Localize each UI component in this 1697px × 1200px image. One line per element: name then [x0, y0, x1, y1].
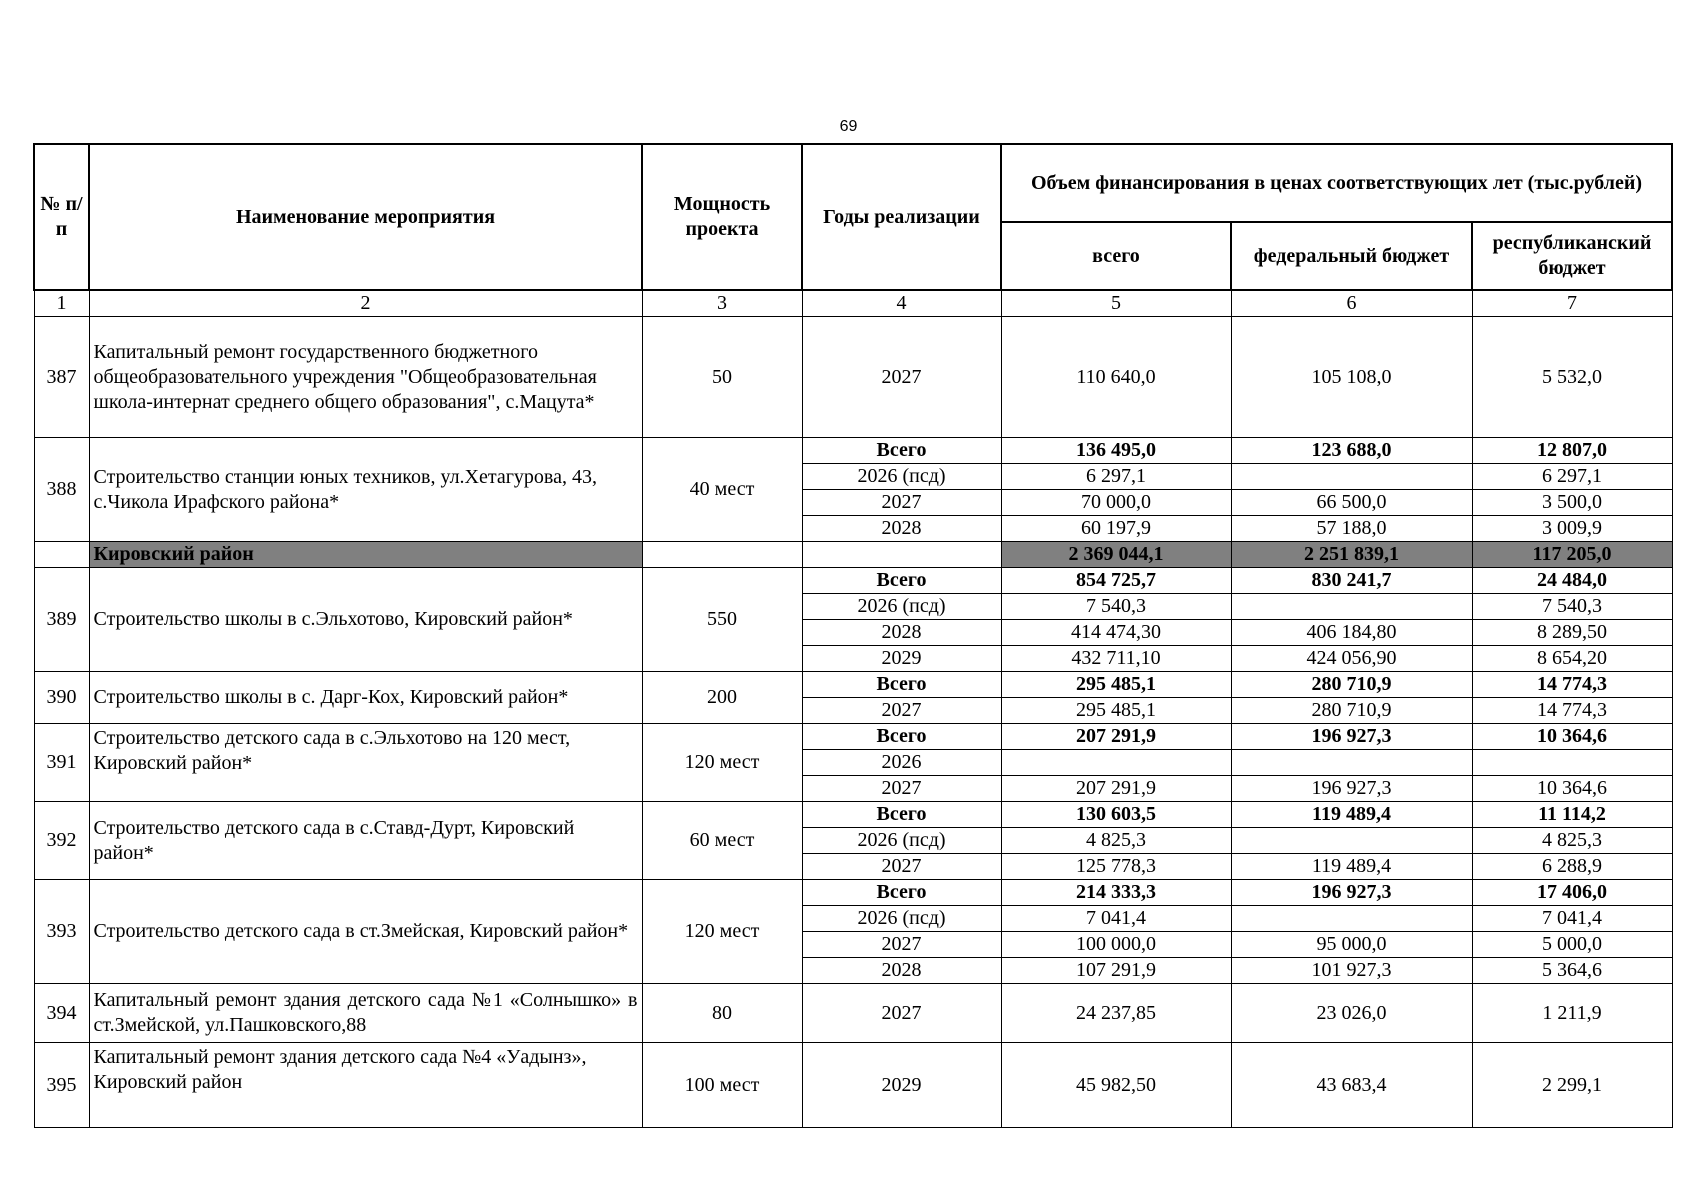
republic-amount: 5 532,0 [1472, 317, 1672, 438]
total-amount: 70 000,0 [1001, 490, 1231, 516]
total-amount: 136 495,0 [1001, 438, 1231, 464]
republic-amount: 14 774,3 [1472, 698, 1672, 724]
funding-table [33, 143, 1673, 1128]
project-capacity: 50 [642, 317, 802, 438]
project-year: 2027 [802, 698, 1001, 724]
total-amount: 295 485,1 [1001, 672, 1231, 698]
project-name: Капитальный ремонт здания детского сада №4 «Уадынз», Кировский район [89, 1043, 642, 1128]
project-year: 2028 [802, 620, 1001, 646]
federal-amount [1231, 464, 1472, 490]
republic-amount: 6 297,1 [1472, 464, 1672, 490]
republic-amount: 4 825,3 [1472, 828, 1672, 854]
republic-amount: 3 009,9 [1472, 516, 1672, 542]
republic-amount: 24 484,0 [1472, 568, 1672, 594]
project-year: 2027 [802, 984, 1001, 1043]
column-numbers-row [34, 290, 1672, 317]
table-row [34, 672, 1672, 698]
total-amount: 214 333,3 [1001, 880, 1231, 906]
republic-amount: 14 774,3 [1472, 672, 1672, 698]
federal-amount: 196 927,3 [1231, 880, 1472, 906]
page-number: 69 [839, 118, 858, 135]
republic-amount: 6 288,9 [1472, 854, 1672, 880]
republic-amount: 11 114,2 [1472, 802, 1672, 828]
total-amount: 207 291,9 [1001, 724, 1231, 750]
federal-amount: 119 489,4 [1231, 802, 1472, 828]
republic-amount: 7 041,4 [1472, 906, 1672, 932]
column-number: 5 [1001, 290, 1231, 317]
republic-amount: 2 299,1 [1472, 1043, 1672, 1128]
project-year: Всего [802, 672, 1001, 698]
header-no: № п/п [34, 144, 89, 290]
header-republic: республиканский бюджет [1472, 222, 1672, 290]
project-name: Строительство детского сада в с.Эльхотово на 120 мест, Кировский район* [89, 724, 642, 802]
table-row [34, 724, 1672, 750]
federal-amount [1231, 750, 1472, 776]
total-amount: 854 725,7 [1001, 568, 1231, 594]
total-amount: 295 485,1 [1001, 698, 1231, 724]
total-amount: 100 000,0 [1001, 932, 1231, 958]
total-amount: 7 041,4 [1001, 906, 1231, 932]
table-row [34, 802, 1672, 828]
federal-amount: 830 241,7 [1231, 568, 1472, 594]
federal-amount: 424 056,90 [1231, 646, 1472, 672]
federal-amount [1231, 906, 1472, 932]
project-year: 2026 [802, 750, 1001, 776]
header-name: Наименование мероприятия [89, 144, 642, 290]
district-republic: 117 205,0 [1472, 542, 1672, 568]
republic-amount: 5 364,6 [1472, 958, 1672, 984]
project-no: 392 [34, 802, 89, 880]
header-total: всего [1001, 222, 1231, 290]
project-year: 2026 (псд) [802, 594, 1001, 620]
republic-amount: 10 364,6 [1472, 724, 1672, 750]
republic-amount: 17 406,0 [1472, 880, 1672, 906]
district-year [802, 542, 1001, 568]
republic-amount: 8 289,50 [1472, 620, 1672, 646]
republic-amount: 7 540,3 [1472, 594, 1672, 620]
project-capacity: 40 мест [642, 438, 802, 542]
header-years: Годы реализации [802, 144, 1001, 290]
total-amount: 207 291,9 [1001, 776, 1231, 802]
district-row [34, 542, 1672, 568]
header-capacity: Мощность проекта [642, 144, 802, 290]
district-federal: 2 251 839,1 [1231, 542, 1472, 568]
total-amount [1001, 750, 1231, 776]
table-row [34, 1043, 1672, 1128]
project-name: Строительство детского сада в ст.Змейская, Кировский район* [89, 880, 642, 984]
total-amount: 45 982,50 [1001, 1043, 1231, 1128]
project-no: 388 [34, 438, 89, 542]
project-name: Капитальный ремонт государственного бюджетного общеобразовательного учреждения "Общеобразовательная школа-интернат среднего общего образования", с.Мацута* [89, 317, 642, 438]
republic-amount: 12 807,0 [1472, 438, 1672, 464]
total-amount: 110 640,0 [1001, 317, 1231, 438]
project-name: Строительство школы в с. Дарг-Кох, Кировский район* [89, 672, 642, 724]
federal-amount: 105 108,0 [1231, 317, 1472, 438]
project-no: 389 [34, 568, 89, 672]
project-year: 2028 [802, 958, 1001, 984]
federal-amount: 57 188,0 [1231, 516, 1472, 542]
district-capacity [642, 542, 802, 568]
column-number: 1 [34, 290, 89, 317]
federal-amount: 95 000,0 [1231, 932, 1472, 958]
federal-amount: 123 688,0 [1231, 438, 1472, 464]
project-no: 391 [34, 724, 89, 802]
project-year: Всего [802, 880, 1001, 906]
federal-amount: 280 710,9 [1231, 698, 1472, 724]
project-no: 395 [34, 1043, 89, 1128]
republic-amount: 10 364,6 [1472, 776, 1672, 802]
project-year: 2027 [802, 932, 1001, 958]
column-number: 4 [802, 290, 1001, 317]
federal-amount: 101 927,3 [1231, 958, 1472, 984]
table-row [34, 438, 1672, 464]
project-name: Строительство станции юных техников, ул.Хетагурова, 43, с.Чикола Ирафского района* [89, 438, 642, 542]
project-capacity: 200 [642, 672, 802, 724]
project-year: 2026 (псд) [802, 464, 1001, 490]
table-row [34, 984, 1672, 1043]
total-amount: 414 474,30 [1001, 620, 1231, 646]
project-name: Строительство школы в с.Эльхотово, Кировский район* [89, 568, 642, 672]
total-amount: 432 711,10 [1001, 646, 1231, 672]
project-year: 2027 [802, 854, 1001, 880]
total-amount: 24 237,85 [1001, 984, 1231, 1043]
federal-amount: 119 489,4 [1231, 854, 1472, 880]
total-amount: 130 603,5 [1001, 802, 1231, 828]
header-funding-group: Объем финансирования в ценах соответствующих лет (тыс.рублей) [1001, 144, 1672, 222]
federal-amount: 196 927,3 [1231, 724, 1472, 750]
header-federal: федеральный бюджет [1231, 222, 1472, 290]
project-capacity: 60 мест [642, 802, 802, 880]
total-amount: 107 291,9 [1001, 958, 1231, 984]
district-no [34, 542, 89, 568]
column-number: 7 [1472, 290, 1672, 317]
project-capacity: 120 мест [642, 880, 802, 984]
project-capacity: 80 [642, 984, 802, 1043]
federal-amount: 406 184,80 [1231, 620, 1472, 646]
project-capacity: 550 [642, 568, 802, 672]
total-amount: 125 778,3 [1001, 854, 1231, 880]
column-number: 3 [642, 290, 802, 317]
project-year: 2029 [802, 646, 1001, 672]
project-no: 394 [34, 984, 89, 1043]
project-year: Всего [802, 568, 1001, 594]
project-year: 2029 [802, 1043, 1001, 1128]
district-total: 2 369 044,1 [1001, 542, 1231, 568]
republic-amount: 3 500,0 [1472, 490, 1672, 516]
table-row [34, 568, 1672, 594]
total-amount: 4 825,3 [1001, 828, 1231, 854]
project-year: Всего [802, 724, 1001, 750]
federal-amount: 66 500,0 [1231, 490, 1472, 516]
project-capacity: 120 мест [642, 724, 802, 802]
project-year: Всего [802, 802, 1001, 828]
federal-amount: 23 026,0 [1231, 984, 1472, 1043]
total-amount: 7 540,3 [1001, 594, 1231, 620]
federal-amount: 196 927,3 [1231, 776, 1472, 802]
project-year: 2026 (псд) [802, 828, 1001, 854]
republic-amount [1472, 750, 1672, 776]
project-year: Всего [802, 438, 1001, 464]
republic-amount: 5 000,0 [1472, 932, 1672, 958]
total-amount: 60 197,9 [1001, 516, 1231, 542]
republic-amount: 8 654,20 [1472, 646, 1672, 672]
project-year: 2028 [802, 516, 1001, 542]
table-row [34, 880, 1672, 906]
republic-amount: 1 211,9 [1472, 984, 1672, 1043]
district-name: Кировский район [89, 542, 642, 568]
total-amount: 6 297,1 [1001, 464, 1231, 490]
project-no: 387 [34, 317, 89, 438]
federal-amount [1231, 594, 1472, 620]
project-year: 2027 [802, 490, 1001, 516]
project-capacity: 100 мест [642, 1043, 802, 1128]
project-year: 2026 (псд) [802, 906, 1001, 932]
table-row [34, 317, 1672, 438]
federal-amount: 43 683,4 [1231, 1043, 1472, 1128]
column-number: 2 [89, 290, 642, 317]
federal-amount: 280 710,9 [1231, 672, 1472, 698]
column-number: 6 [1231, 290, 1472, 317]
project-year: 2027 [802, 317, 1001, 438]
project-name: Строительство детского сада в с.Ставд-Дурт, Кировский район* [89, 802, 642, 880]
project-year: 2027 [802, 776, 1001, 802]
project-no: 393 [34, 880, 89, 984]
project-no: 390 [34, 672, 89, 724]
federal-amount [1231, 828, 1472, 854]
project-name: Капитальный ремонт здания детского сада №1 «Солнышко» в ст.Змейской, ул.Пашковского,88 [89, 984, 642, 1043]
